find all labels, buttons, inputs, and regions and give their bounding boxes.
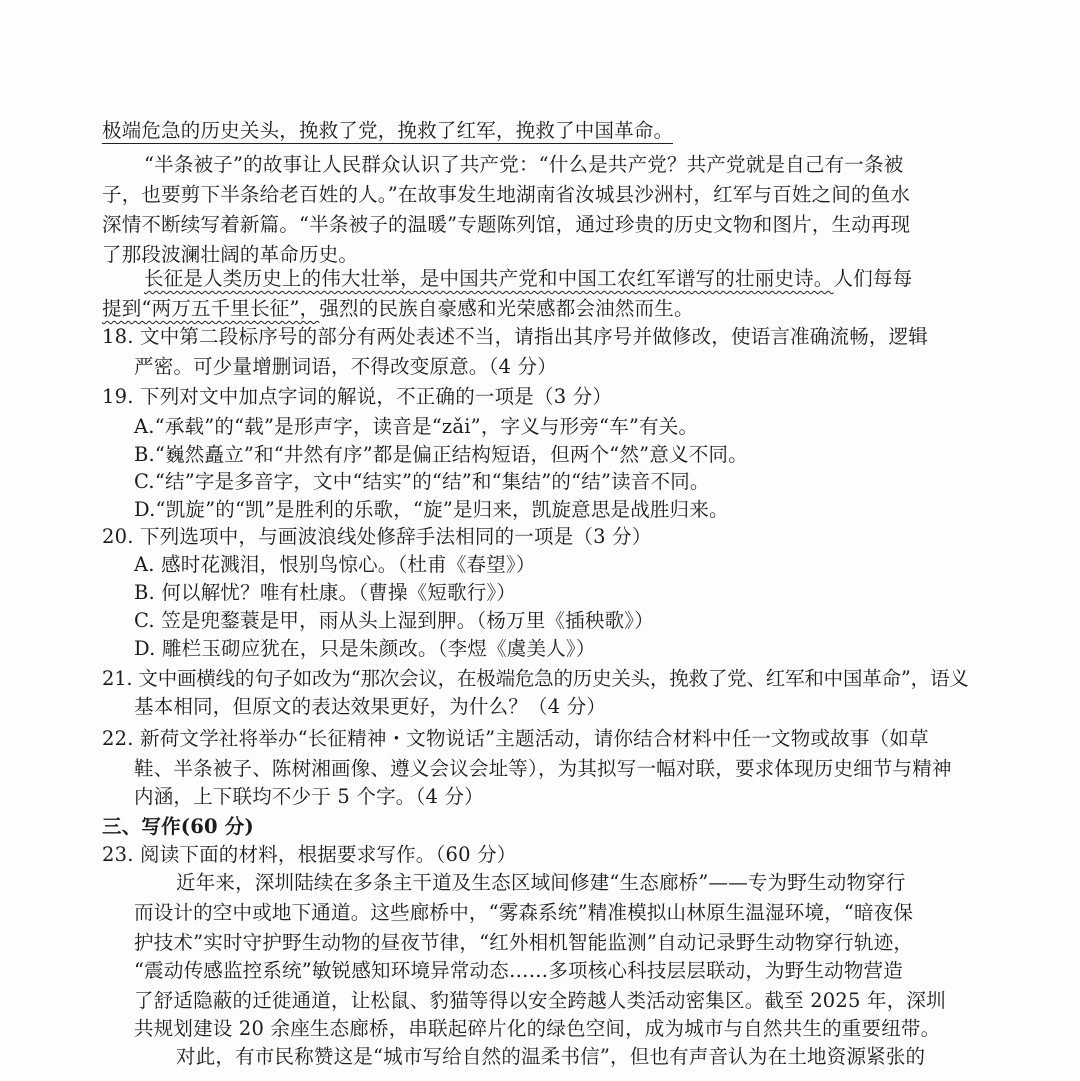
material-line: 而设计的空中或地下通道。这些廊桥中，“雾森系统”精准模拟山林原生温湿环境，“暗夜保 <box>134 901 914 924</box>
question-18-cont: 严密。可少量增删词语，不得改变原意。（4 分） <box>134 355 557 378</box>
question-22: 22. 新荷文学社将举办“长征精神・文物说话”主题活动，请你结合材料中任一文物或故事（如草 <box>102 727 929 750</box>
passage-text: 强烈的民族自豪感和光荣感都会油然而生。 <box>319 297 694 320</box>
option-c: C.“结”字是多音字，文中“结实”的“结”和“集结”的“结”读音不同。 <box>134 470 710 493</box>
option-b: B. 何以解忧？唯有杜康。（曹操《短歌行》） <box>134 581 517 604</box>
option-a: A.“承载”的“载”是形声字，读音是“zǎi”，字义与形旁“车”有关。 <box>134 415 699 438</box>
question-23: 23. 阅读下面的材料，根据要求写作。（60 分） <box>102 843 517 866</box>
passage-line: “半条被子”的故事让人民群众认识了共产党：“什么是共产党？共产党就是自己有一条被 <box>144 153 904 176</box>
question-21-cont: 基本相同，但原文的表达效果更好，为什么？（4 分） <box>134 695 607 718</box>
wavy-underlined-sentence: 提到“两万五千里长征”， <box>102 297 320 320</box>
passage-line <box>102 116 673 146</box>
material-line: 共规划建设 20 余座生态廊桥，串联起碎片化的绿色空间，成为城市与自然共生的重要纽带。 <box>134 1017 941 1040</box>
passage-line <box>144 264 912 294</box>
option-d: D. 雕栏玉砌应犹在，只是朱颜改。（李煜《虞美人》） <box>134 637 596 660</box>
question-20: 20. 下列选项中，与画波浪线处修辞手法相同的一项是（3 分） <box>102 525 652 548</box>
question-18: 18. 文中第二段标序号的部分有两处表述不当，请指出其序号并做修改，使语言准确流畅，逻辑 <box>102 325 929 348</box>
question-21: 21. 文中画横线的句子如改为“那次会议，在极端危急的历史关头，挽救了党、红军和中国革命”，语义 <box>102 667 969 690</box>
question-22-cont: 鞋、半条被子、陈树湘画像、遵义会议会址等），为其拟写一幅对联，要求体现历史细节与精神 <box>134 757 952 780</box>
material-line: “震动传感监控系统”敏锐感知环境异常动态……多项核心科技层层联动，为野生动物营造 <box>134 959 903 982</box>
option-c: C. 笠是兜鍪蓑是甲，雨从头上湿到胛。（杨万里《插秧歌》） <box>134 609 654 632</box>
material-line: 护技术”实时守护野生动物的昼夜节律，“红外相机智能监测”自动记录野生动物穿行轨迹， <box>134 931 914 954</box>
passage-line: 子，也要剪下半条给老百姓的人。”在故事发生地湖南省汝城县沙洲村，红军与百姓之间的鱼水 <box>102 183 911 206</box>
question-19: 19. 下列对文中加点字词的解说，不正确的一项是（3 分） <box>102 385 613 408</box>
passage-text: 人们每每 <box>833 267 913 290</box>
option-a: A. 感时花溅泪，恨别鸟惊心。（杜甫《春望》） <box>134 553 536 576</box>
material-line: 了舒适隐蔽的迁徙通道，让松鼠、豹猫等得以安全跨越人类活动密集区。截至 2025 年，深圳 <box>134 989 946 1012</box>
material-line: 近年来，深圳陆续在多条主干道及生态区域间修建“生态廊桥”——专为野生动物穿行 <box>176 871 906 894</box>
underlined-sentence: 极端危急的历史关头，挽救了党，挽救了红军，挽救了中国革命。 <box>102 119 674 142</box>
passage-line <box>102 294 694 324</box>
section-title: 三、写作(60 分) <box>102 815 254 838</box>
wavy-underlined-sentence: 长征是人类历史上的伟大壮举，是中国共产党和中国工农红军谱写的壮丽史诗。 <box>144 267 834 290</box>
passage-line: 了那段波澜壮阔的革命历史。 <box>102 243 359 266</box>
option-d: D.“凯旋”的“凯”是胜利的乐歌，“旋”是归来，凯旋意思是战胜归来。 <box>134 498 729 521</box>
question-22-cont: 内涵，上下联均不少于 5 个字。（4 分） <box>134 785 484 808</box>
material-line-cut: 对此，有市民称赞这是“城市写给自然的温柔书信”，但也有声音认为在土地资源紧张的 <box>176 1045 926 1068</box>
passage-line: 深情不断续写着新篇。“半条被子的温暖”专题陈列馆，通过珍贵的历史文物和图片，生动再现 <box>102 213 911 236</box>
option-b: B.“巍然矗立”和“井然有序”都是偏正结构短语，但两个“然”意义不同。 <box>134 443 748 466</box>
